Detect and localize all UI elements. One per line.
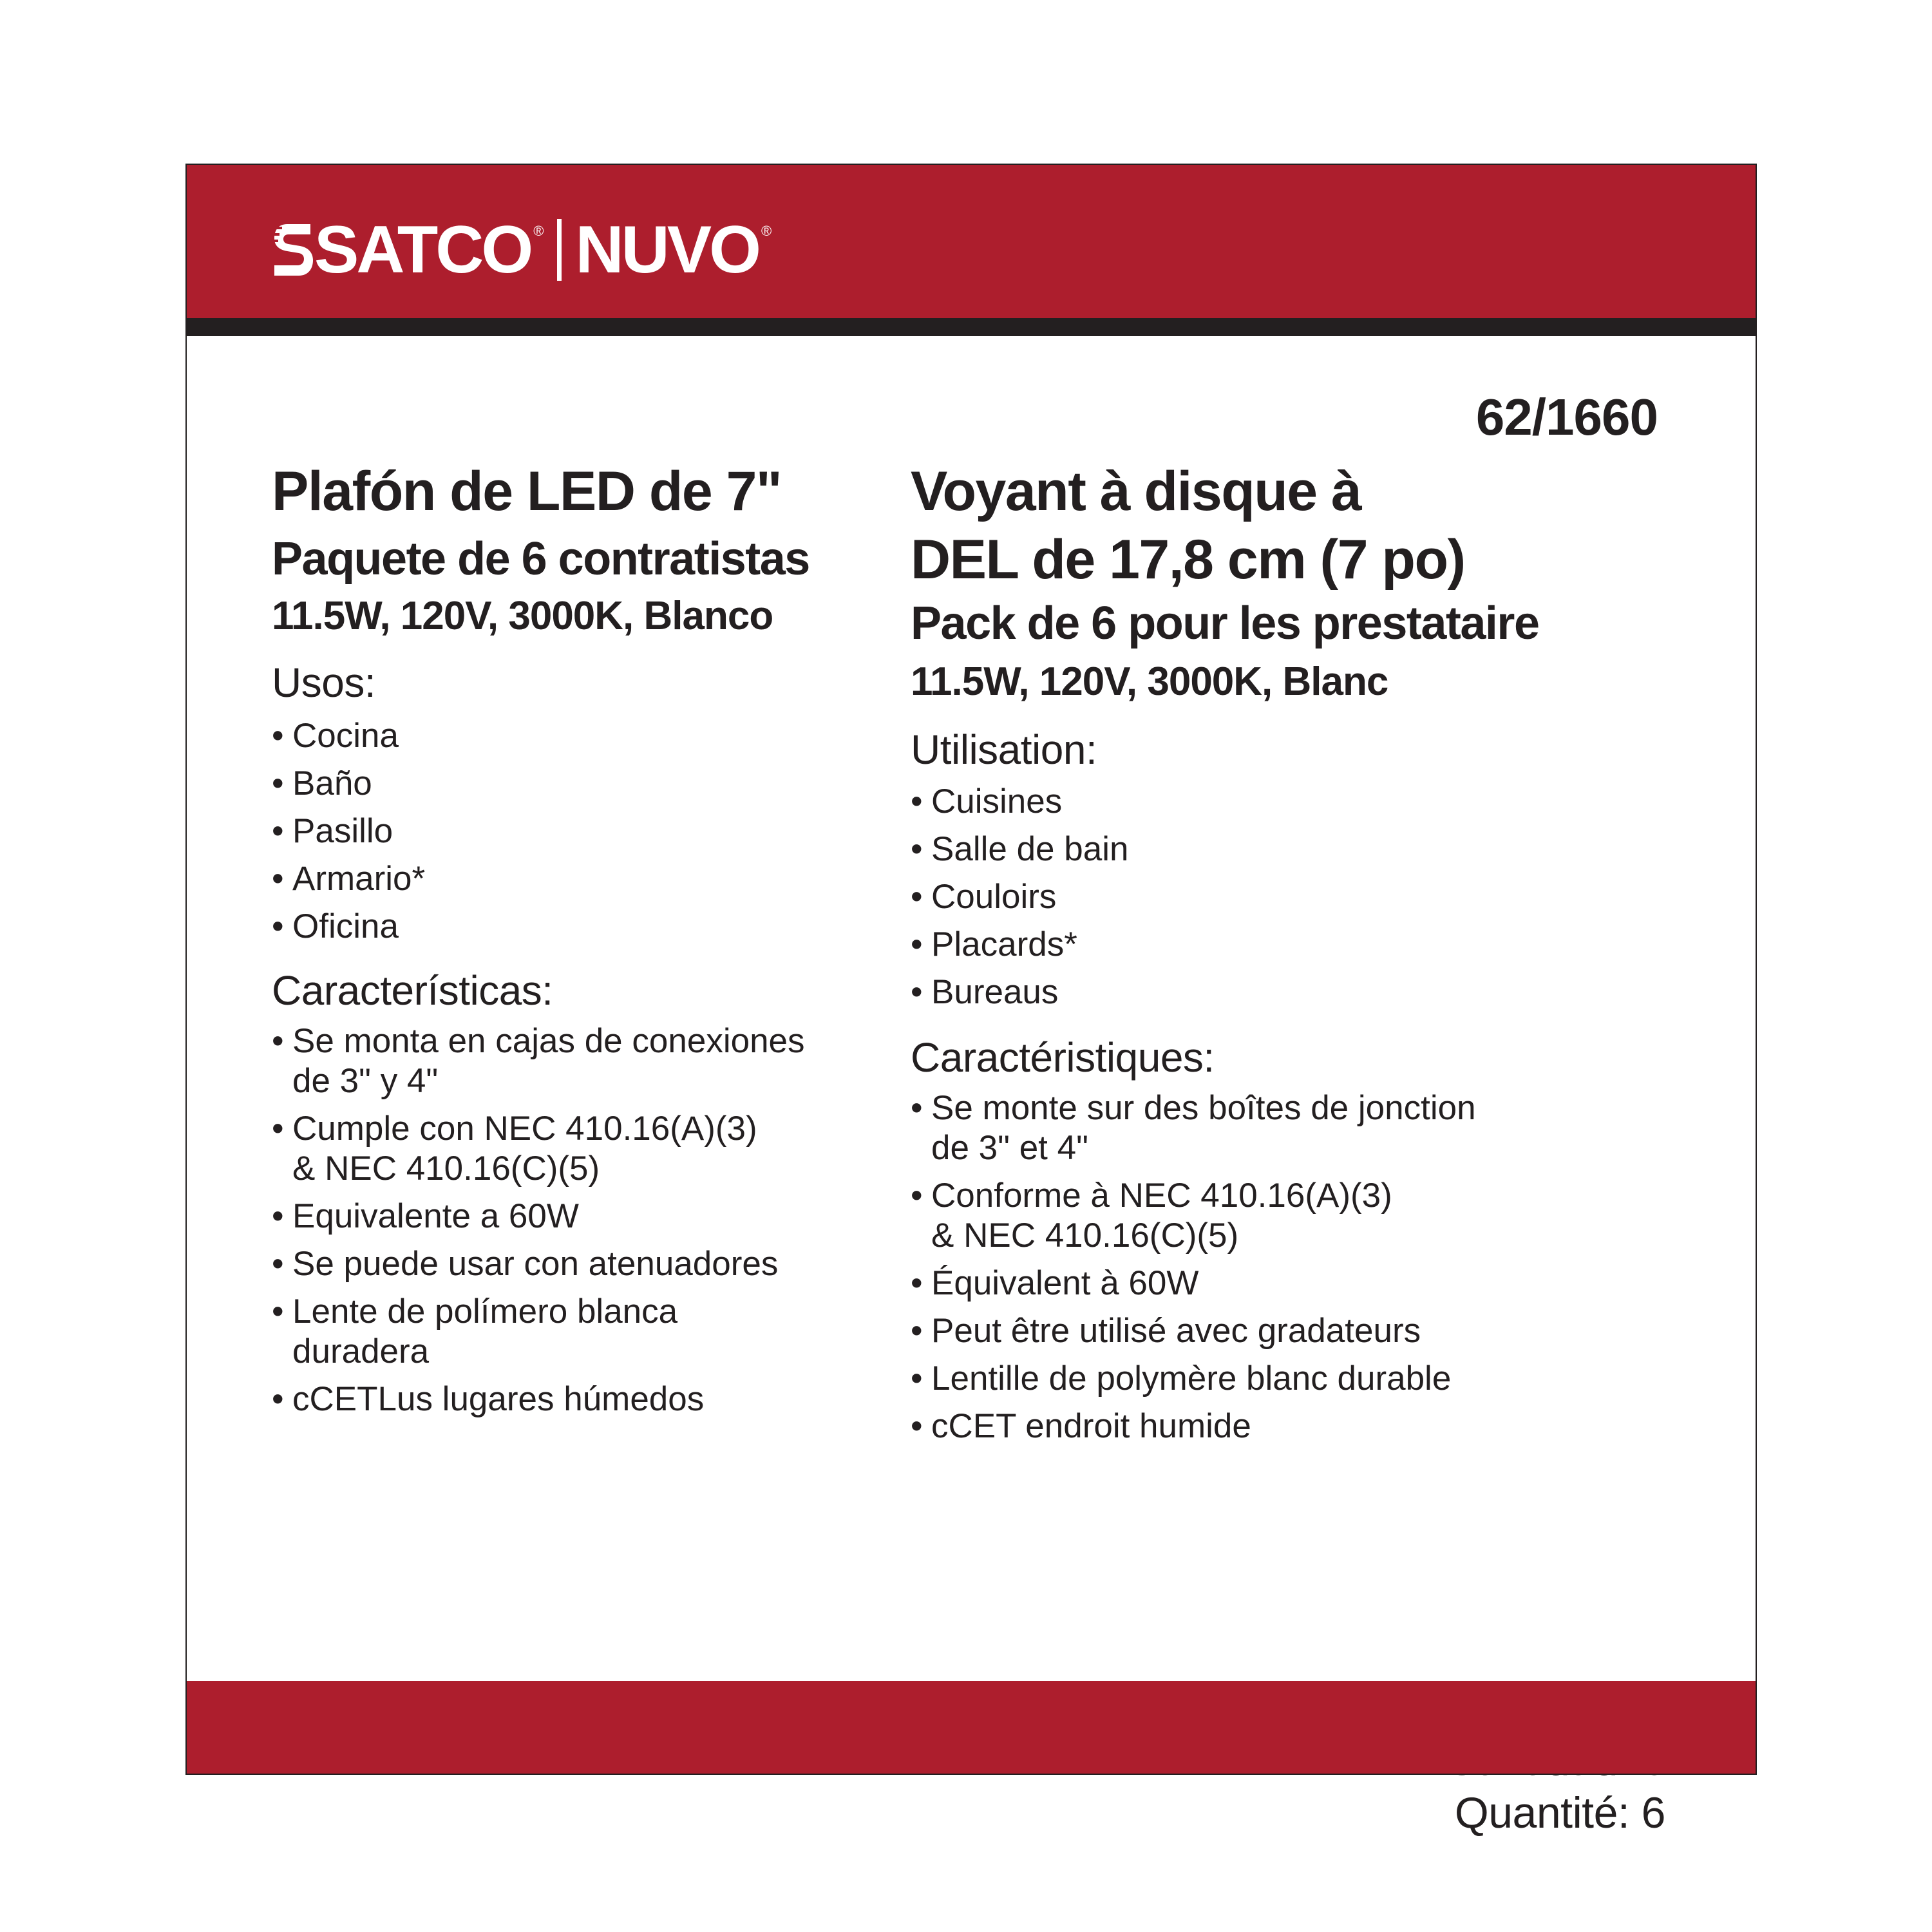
list-item: • Se monte sur des boîtes de jonction de 3" et 4" (911, 1088, 1476, 1168)
quantity-fr: Quantité: 6 (1454, 1788, 1665, 1837)
brand-logo (273, 211, 772, 289)
es-specs: 11.5W, 120V, 3000K, Blanco (272, 594, 773, 638)
list-item: • Peut être utilisé avec gradateurs (911, 1311, 1476, 1351)
list-item: • Se puede usar con atenuadores (272, 1244, 805, 1284)
brand-satco: SATCO (314, 213, 531, 287)
list-item: • Armario* (272, 859, 425, 899)
list-item: • Équivalent à 60W (911, 1264, 1476, 1303)
brand-divider (557, 219, 562, 281)
es-uses-heading: Usos: (272, 659, 376, 706)
es-features-heading: Características: (272, 967, 553, 1014)
list-item: • cCET endroit humide (911, 1406, 1476, 1446)
fr-features-heading: Caractéristiques: (911, 1034, 1215, 1081)
list-item: • Couloirs (911, 877, 1128, 917)
fr-title-line1: Voyant à disque à (911, 460, 1361, 522)
brand-nuvo: NUVO (575, 213, 759, 287)
fr-uses-list (911, 782, 1128, 1012)
list-item: • Conforme à NEC 410.16(A)(3) & NEC 410.16(C)(5) (911, 1176, 1476, 1256)
list-item: • Cuisines (911, 782, 1128, 822)
list-item: • cCETLus lugares húmedos (272, 1379, 805, 1419)
list-item: • Lente de polímero blanca duradera (272, 1292, 805, 1372)
registered-mark: ® (761, 223, 772, 239)
list-item: • Cumple con NEC 410.16(A)(3) & NEC 410.16(C)(5) (272, 1109, 805, 1189)
list-item: • Pasillo (272, 811, 425, 851)
list-item: • Se monta en cajas de conexiones de 3" y 4" (272, 1021, 805, 1101)
satco-swoosh-icon (273, 220, 313, 279)
es-features-list (272, 1021, 805, 1419)
es-uses-list (272, 716, 425, 947)
list-item: • Placards* (911, 925, 1128, 965)
list-item: • Bureaus (911, 972, 1128, 1012)
registered-mark: ® (533, 223, 544, 239)
footer-band (187, 1681, 1756, 1774)
list-item: • Lentille de polymère blanc durable (911, 1359, 1476, 1399)
es-title: Plafón de LED de 7" (272, 460, 782, 522)
label-panel (185, 164, 1757, 1837)
list-item: • Baño (272, 764, 425, 804)
list-item: • Equivalente a 60W (272, 1197, 805, 1236)
fr-specs: 11.5W, 120V, 3000K, Blanc (911, 659, 1388, 704)
list-item: • Oficina (272, 907, 425, 947)
list-item: • Salle de bain (911, 829, 1128, 869)
list-item: • Cocina (272, 716, 425, 756)
header-rule (187, 318, 1756, 336)
fr-title-line2: DEL de 17,8 cm (7 po) (911, 529, 1465, 591)
es-subtitle: Paquete de 6 contratistas (272, 533, 810, 585)
fr-subtitle: Pack de 6 pour les prestataire (911, 598, 1539, 649)
fr-uses-heading: Utilisation: (911, 726, 1097, 773)
sku-number: 62/1660 (1475, 388, 1658, 446)
fr-features-list (911, 1088, 1476, 1446)
header-band (187, 165, 1756, 318)
